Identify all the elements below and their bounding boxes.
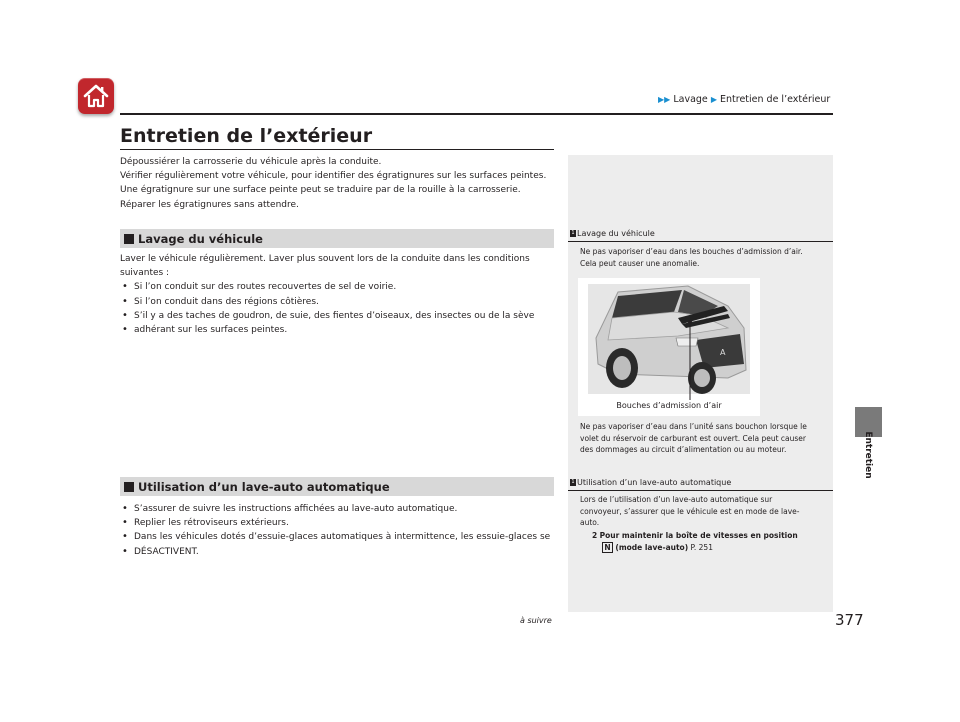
note-title: Utilisation d’un lave-auto automatique bbox=[577, 478, 732, 487]
wash-lead: suivantes : bbox=[120, 268, 170, 279]
list-item-continuation bbox=[120, 545, 560, 559]
note-text bbox=[580, 421, 828, 456]
title-rule bbox=[120, 149, 554, 150]
section-heading-text: Utilisation d’un lave-auto automatique bbox=[138, 479, 390, 494]
note-line: des dommages au circuit d’alimentation ou au moteur. bbox=[580, 445, 787, 454]
note-text bbox=[580, 246, 825, 269]
list-item: • S’il y a des taches de goudron, de suie, des fientes d’oiseaux, des insectes ou de la sève bbox=[120, 309, 560, 323]
breadcrumb-page[interactable]: Entretien de l’extérieur bbox=[720, 94, 831, 105]
gear-n-icon: N bbox=[602, 542, 613, 553]
section-heading-autowash bbox=[120, 477, 554, 496]
reference-title[interactable]: Pour maintenir la boîte de vitesses en position bbox=[599, 531, 798, 540]
wash-body bbox=[120, 252, 560, 337]
intro-line: Dépoussiérer la carrosserie du véhicule après la conduite. bbox=[120, 157, 382, 167]
note-line: Lors de l’utilisation d’un lave-auto automatique sur bbox=[580, 495, 773, 504]
header-rule bbox=[120, 113, 833, 115]
continue-label: à suivre bbox=[520, 616, 552, 625]
list-item-continuation-text: DÉSACTIVENT. bbox=[134, 546, 199, 557]
intro-text bbox=[120, 155, 560, 212]
note-marker: 1 bbox=[571, 230, 575, 236]
car-illustration bbox=[578, 278, 760, 416]
section-heading-text: Lavage du véhicule bbox=[138, 231, 263, 246]
vehicle-image bbox=[578, 278, 760, 416]
list-item-continuation bbox=[120, 323, 560, 337]
triangle-right-icon: ▶▶ bbox=[658, 95, 671, 104]
wash-bullet-list bbox=[120, 280, 560, 337]
note-title: Lavage du véhicule bbox=[577, 229, 655, 238]
note-text bbox=[580, 494, 825, 529]
reference-page[interactable]: P. 251 bbox=[690, 542, 713, 552]
home-button[interactable] bbox=[78, 78, 114, 114]
list-item-continuation-text: adhérant sur les surfaces peintes. bbox=[134, 325, 288, 336]
chapter-tab-label: Entretien bbox=[863, 431, 873, 479]
intro-line: Vérifier régulièrement votre véhicule, pour identifier des égratignures sur les surfaces peintes. bbox=[120, 171, 547, 182]
breadcrumb bbox=[658, 94, 830, 105]
autowash-body bbox=[120, 502, 560, 559]
reference-title-cont[interactable]: (mode lave-auto) bbox=[615, 542, 689, 552]
note-line: convoyeur, s’assurer que le véhicule est en mode de lave- bbox=[580, 506, 800, 516]
list-item: • Replier les rétroviseurs extérieurs. bbox=[120, 516, 560, 530]
triangle-right-icon: ▶ bbox=[710, 95, 717, 104]
note-rule bbox=[568, 490, 833, 491]
note-line: Cela peut causer une anomalie. bbox=[580, 258, 700, 268]
intro-line: Réparer les égratignures sans attendre. bbox=[120, 199, 299, 210]
note-heading-autowash bbox=[570, 478, 731, 487]
note-line: volet du réservoir de carburant est ouvert. Cela peut causer bbox=[580, 433, 806, 443]
black-square-icon bbox=[124, 482, 134, 492]
list-item: • S’assurer de suivre les instructions affichées au lave-auto automatique. bbox=[120, 502, 560, 516]
note-rule bbox=[568, 241, 833, 242]
note-marker: 1 bbox=[571, 479, 575, 485]
list-item: • Si l’on conduit sur des routes recouvertes de sel de voirie. bbox=[120, 280, 560, 294]
image-caption: Bouches d’admission d’air bbox=[616, 401, 722, 410]
list-item: • Dans les véhicules dotés d’essuie-glaces automatiques à intermittence, les essuie-glaces se bbox=[120, 530, 560, 544]
wash-lead: Laver le véhicule régulièrement. Laver plus souvent lors de la conduite dans les conditions bbox=[120, 254, 530, 264]
page-number: 377 bbox=[835, 611, 864, 629]
note-line: auto. bbox=[580, 518, 600, 527]
cross-reference[interactable] bbox=[592, 530, 827, 553]
note-line: Ne pas vaporiser d’eau dans l’unité sans bouchon lorsque le bbox=[580, 422, 807, 431]
section-heading-wash bbox=[120, 229, 554, 248]
autowash-bullet-list bbox=[120, 502, 560, 559]
list-item: • Si l’on conduit dans des régions côtières. bbox=[120, 295, 560, 309]
reference-marker: 2 bbox=[592, 531, 598, 540]
note-heading-wash bbox=[570, 229, 655, 238]
page-title: Entretien de l’extérieur bbox=[120, 125, 373, 147]
black-square-icon bbox=[124, 234, 134, 244]
note-line: Ne pas vaporiser d’eau dans les bouches d’admission d’air. bbox=[580, 247, 803, 256]
svg-text:A: A bbox=[720, 348, 726, 357]
breadcrumb-section[interactable]: Lavage bbox=[673, 94, 708, 105]
intro-line: Une égratignure sur une surface peinte peut se traduire par de la rouille à la carrosserie. bbox=[120, 185, 521, 196]
home-icon bbox=[78, 78, 114, 114]
